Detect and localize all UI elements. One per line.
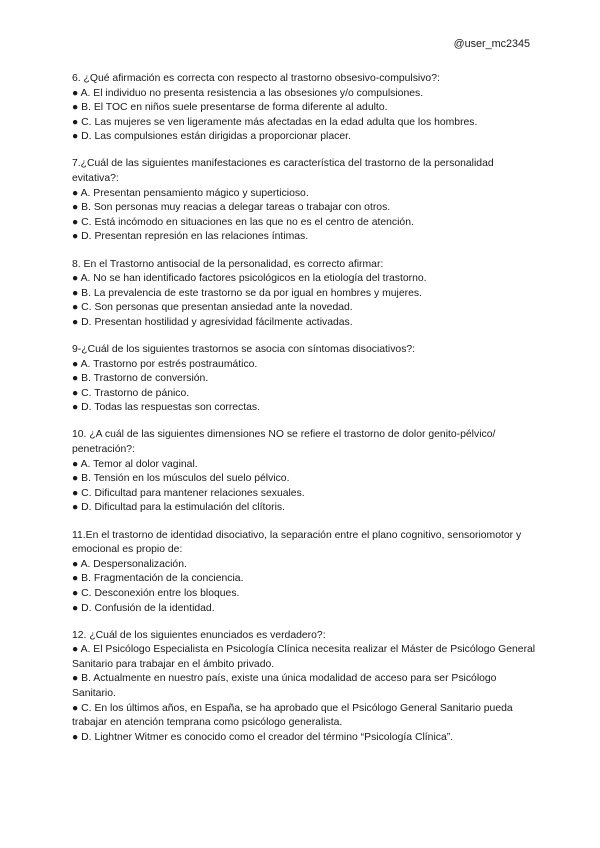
question-text: 6. ¿Qué afirmación es correcta con respecto al trastorno obsesivo-compulsivo?: (72, 73, 440, 84)
option-a: ● A. Temor al dolor vaginal. (72, 458, 198, 470)
option-c: ● C. Son personas que presentan ansiedad ante la novedad. (72, 302, 353, 314)
option-b: ● B. Tensión en los músculos del suelo pélvico. (72, 473, 290, 485)
option-c: ● C. Las mujeres se ven ligeramente más afectadas en la edad adulta que los hombres. (72, 116, 478, 128)
option-b: ● B. Son personas muy reacias a delegar tareas o trabajar con otros. (72, 202, 391, 214)
question-8 (72, 258, 542, 331)
option-a: ● A. Presentan pensamiento mágico y superticioso. (72, 187, 309, 199)
option-d: ● D. Todas las respuestas son correctas. (72, 402, 261, 414)
option-d: ● D. Dificultad para la estimulación del clítoris. (72, 502, 286, 514)
option-c: ● C. Dificultad para mantener relaciones sexuales. (72, 487, 305, 499)
option-c: ● C. Trastorno de pánico. (72, 387, 190, 399)
question-text: 7.¿Cuál de las siguientes manifestaciones es característica del trastorno de la personalidad evitativa?: (72, 158, 494, 185)
question-text: 8. En el Trastorno antisocial de la personalidad, es correcto afirmar: (72, 258, 384, 270)
option-b: ● B. Actualmente en nuestro país, existe una única modalidad de acceso para ser Psicólogo Sanitario. (72, 673, 497, 699)
option-a: ● A. El Psicólogo Especialista en Psicología Clínica necesita realizar el Máster de Psicólogo General Sanitario para trabajar en el ámbito privado. (72, 644, 536, 670)
question-12 (72, 629, 542, 746)
option-b: ● B. La prevalencia de este trastorno se da por igual en hombres y mujeres. (72, 287, 422, 299)
question-text: 11.En el trastorno de identidad disociativo, la separación entre el plano cognitivo, sensoriomotor y emocional es propio de: (72, 529, 522, 556)
option-c: ● C. Desconexión entre los bloques. (72, 587, 240, 599)
question-9 (72, 343, 542, 416)
question-10 (72, 428, 542, 516)
question-7 (72, 157, 542, 245)
option-d: ● D. Confusión de la identidad. (72, 602, 215, 614)
option-b: ● B. El TOC en niños suele presentarse de forma diferente al adulto. (72, 102, 388, 114)
question-11 (72, 529, 542, 617)
option-c: ● C. En los últimos años, en España, se ha aprobado que el Psicólogo General Sanitario pueda trabajar en atención temprana como psicólogo generalista. (72, 702, 513, 729)
option-d: ● D. Lightner Witmer es conocido como el creador del término “Psicología Clínica”. (72, 731, 454, 743)
question-text: 12. ¿Cuál de los siguientes enunciados es verdadero?: (72, 629, 326, 641)
option-d: ● D. Presentan hostilidad y agresividad fácilmente activadas. (72, 316, 353, 328)
option-b: ● B. Fragmentación de la conciencia. (72, 573, 244, 585)
option-a: ● A. Despersonalización. (72, 558, 187, 570)
option-c: ● C. Está incómodo en situaciones en las que no es el centro de atención. (72, 216, 414, 228)
question-list (72, 72, 542, 758)
question-6 (72, 72, 542, 145)
option-b: ● B. Trastorno de conversión. (72, 373, 209, 385)
question-text: 10. ¿A cuál de las siguientes dimensiones NO se refiere el trastorno de dolor genito-pélvico/ penetración?: (72, 429, 496, 456)
option-a: ● A. El individuo no presenta resistencia a las obsesiones y/o compulsiones. (72, 87, 424, 99)
option-d: ● D. Las compulsiones están dirigidas a proporcionar placer. (72, 131, 351, 143)
username-label: @user_mc2345 (453, 38, 530, 50)
option-d: ● D. Presentan represión en las relaciones íntimas. (72, 231, 309, 243)
question-text: 9-¿Cuál de los siguientes trastornos se asocia con síntomas disociativos?: (72, 344, 416, 355)
option-a: ● A. No se han identificado factores psicológicos en la etiología del trastorno. (72, 273, 427, 285)
option-a: ● A. Trastorno por estrés postraumático. (72, 358, 258, 370)
